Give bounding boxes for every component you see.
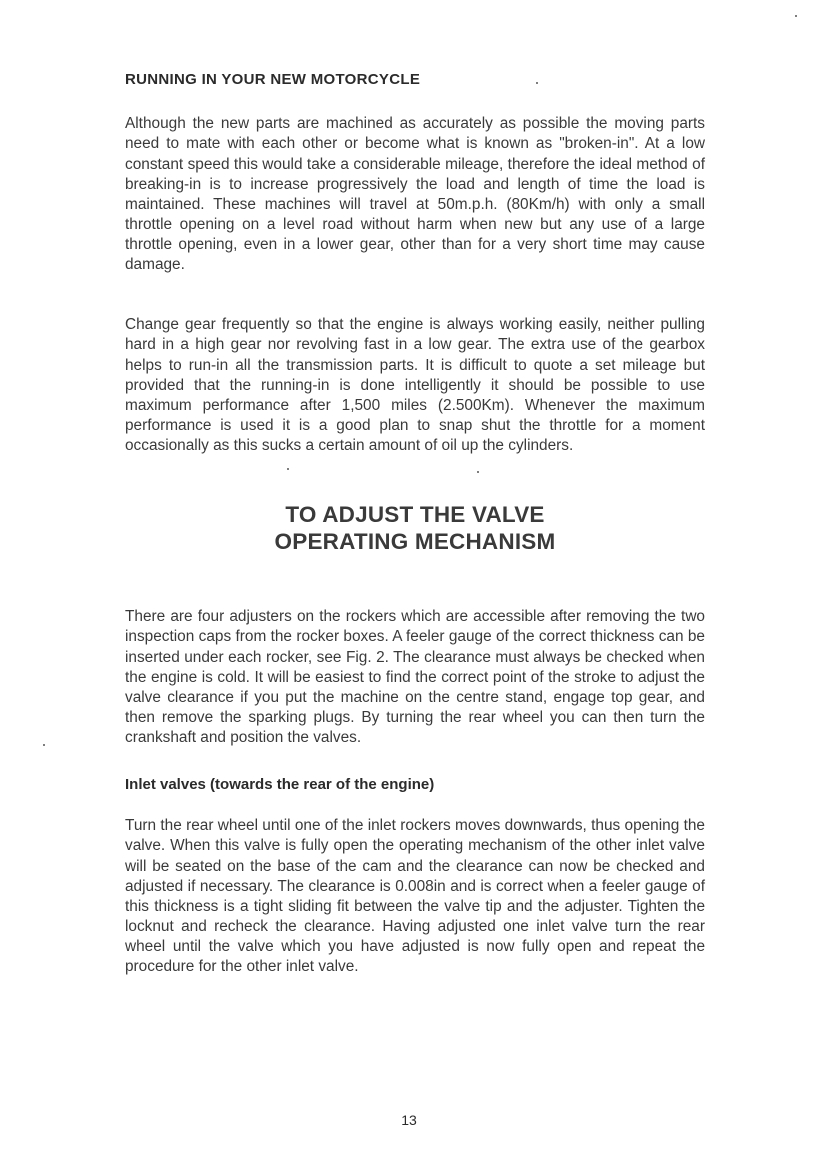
valve-adjusters-paragraph: There are four adjusters on the rockers which are accessible after removing the two inspection caps from the rocker boxes. A feeler gauge of the correct thickness can be inserted under each rocker, see Fig. 2. The clearance must always be checked when the engine is cold. It will be easiest to find the correct point of the stroke to adjust the valve clearance if you put the machine on the centre stand, engage top gear, and then remove the sparking plugs. By turning the rear wheel you can then turn the crankshaft and position the valves. (125, 608, 705, 746)
scan-speck (536, 82, 538, 84)
scan-speck (287, 468, 289, 470)
valve-section-title-line-2: OPERATING MECHANISM (274, 529, 556, 554)
running-in-paragraph-1: Although the new parts are machined as accurately as possible the moving parts need to mate with each other or become what is known as "broken-in". At a low constant speed this would take a considerable mileage, therefore the ideal method of breaking-in is to increase progressively the load and length of time the load is maintained. These machines will travel at 50m.p.h. (80Km/h) with only a small throttle opening on a level road without harm when new but any use of a large throttle opening, even in a lower gear, other than for a very short time may cause damage. (125, 115, 705, 274)
running-in-heading: RUNNING IN YOUR NEW MOTORCYCLE (125, 71, 421, 88)
inlet-valves-paragraph: Turn the rear wheel until one of the inlet rockers moves downwards, thus opening the valve. When this valve is fully open the operating mechanism of the other inlet valve will be seated on the base of the cam and the clearance can now be checked and adjusted if necessary. The clearance is 0.008in and is correct when a feeler gauge of this thickness is a tight sliding fit between the valve tip and the adjuster. Tighten the locknut and recheck the clearance. Having adjusted one inlet valve turn the rear wheel until the valve which you have adjusted is now fully open and repeat the procedure for the other inlet valve. (125, 817, 705, 976)
scan-speck (795, 15, 797, 17)
scan-speck (43, 744, 45, 746)
scan-speck (477, 471, 479, 473)
running-in-paragraph-2: Change gear frequently so that the engine is always working easily, neither pulling hard in a high gear nor revolving fast in a low gear. The extra use of the gearbox helps to run-in all the transmission parts. It is difficult to quote a set mileage but provided that the running-in is done intelligently it should be possible to use maximum performance after 1,500 miles (2.500Km). Whenever the maximum performance is used it is a good plan to snap shut the throttle for a moment occasionally as this sucks a certain amount of oil up the cylinders. (125, 316, 705, 454)
inlet-valves-subheading: Inlet valves (towards the rear of the engine) (125, 776, 435, 793)
page-number: 13 (401, 1112, 417, 1128)
valve-section-title-line-1: TO ADJUST THE VALVE (285, 502, 545, 527)
valve-section-title (125, 501, 705, 555)
